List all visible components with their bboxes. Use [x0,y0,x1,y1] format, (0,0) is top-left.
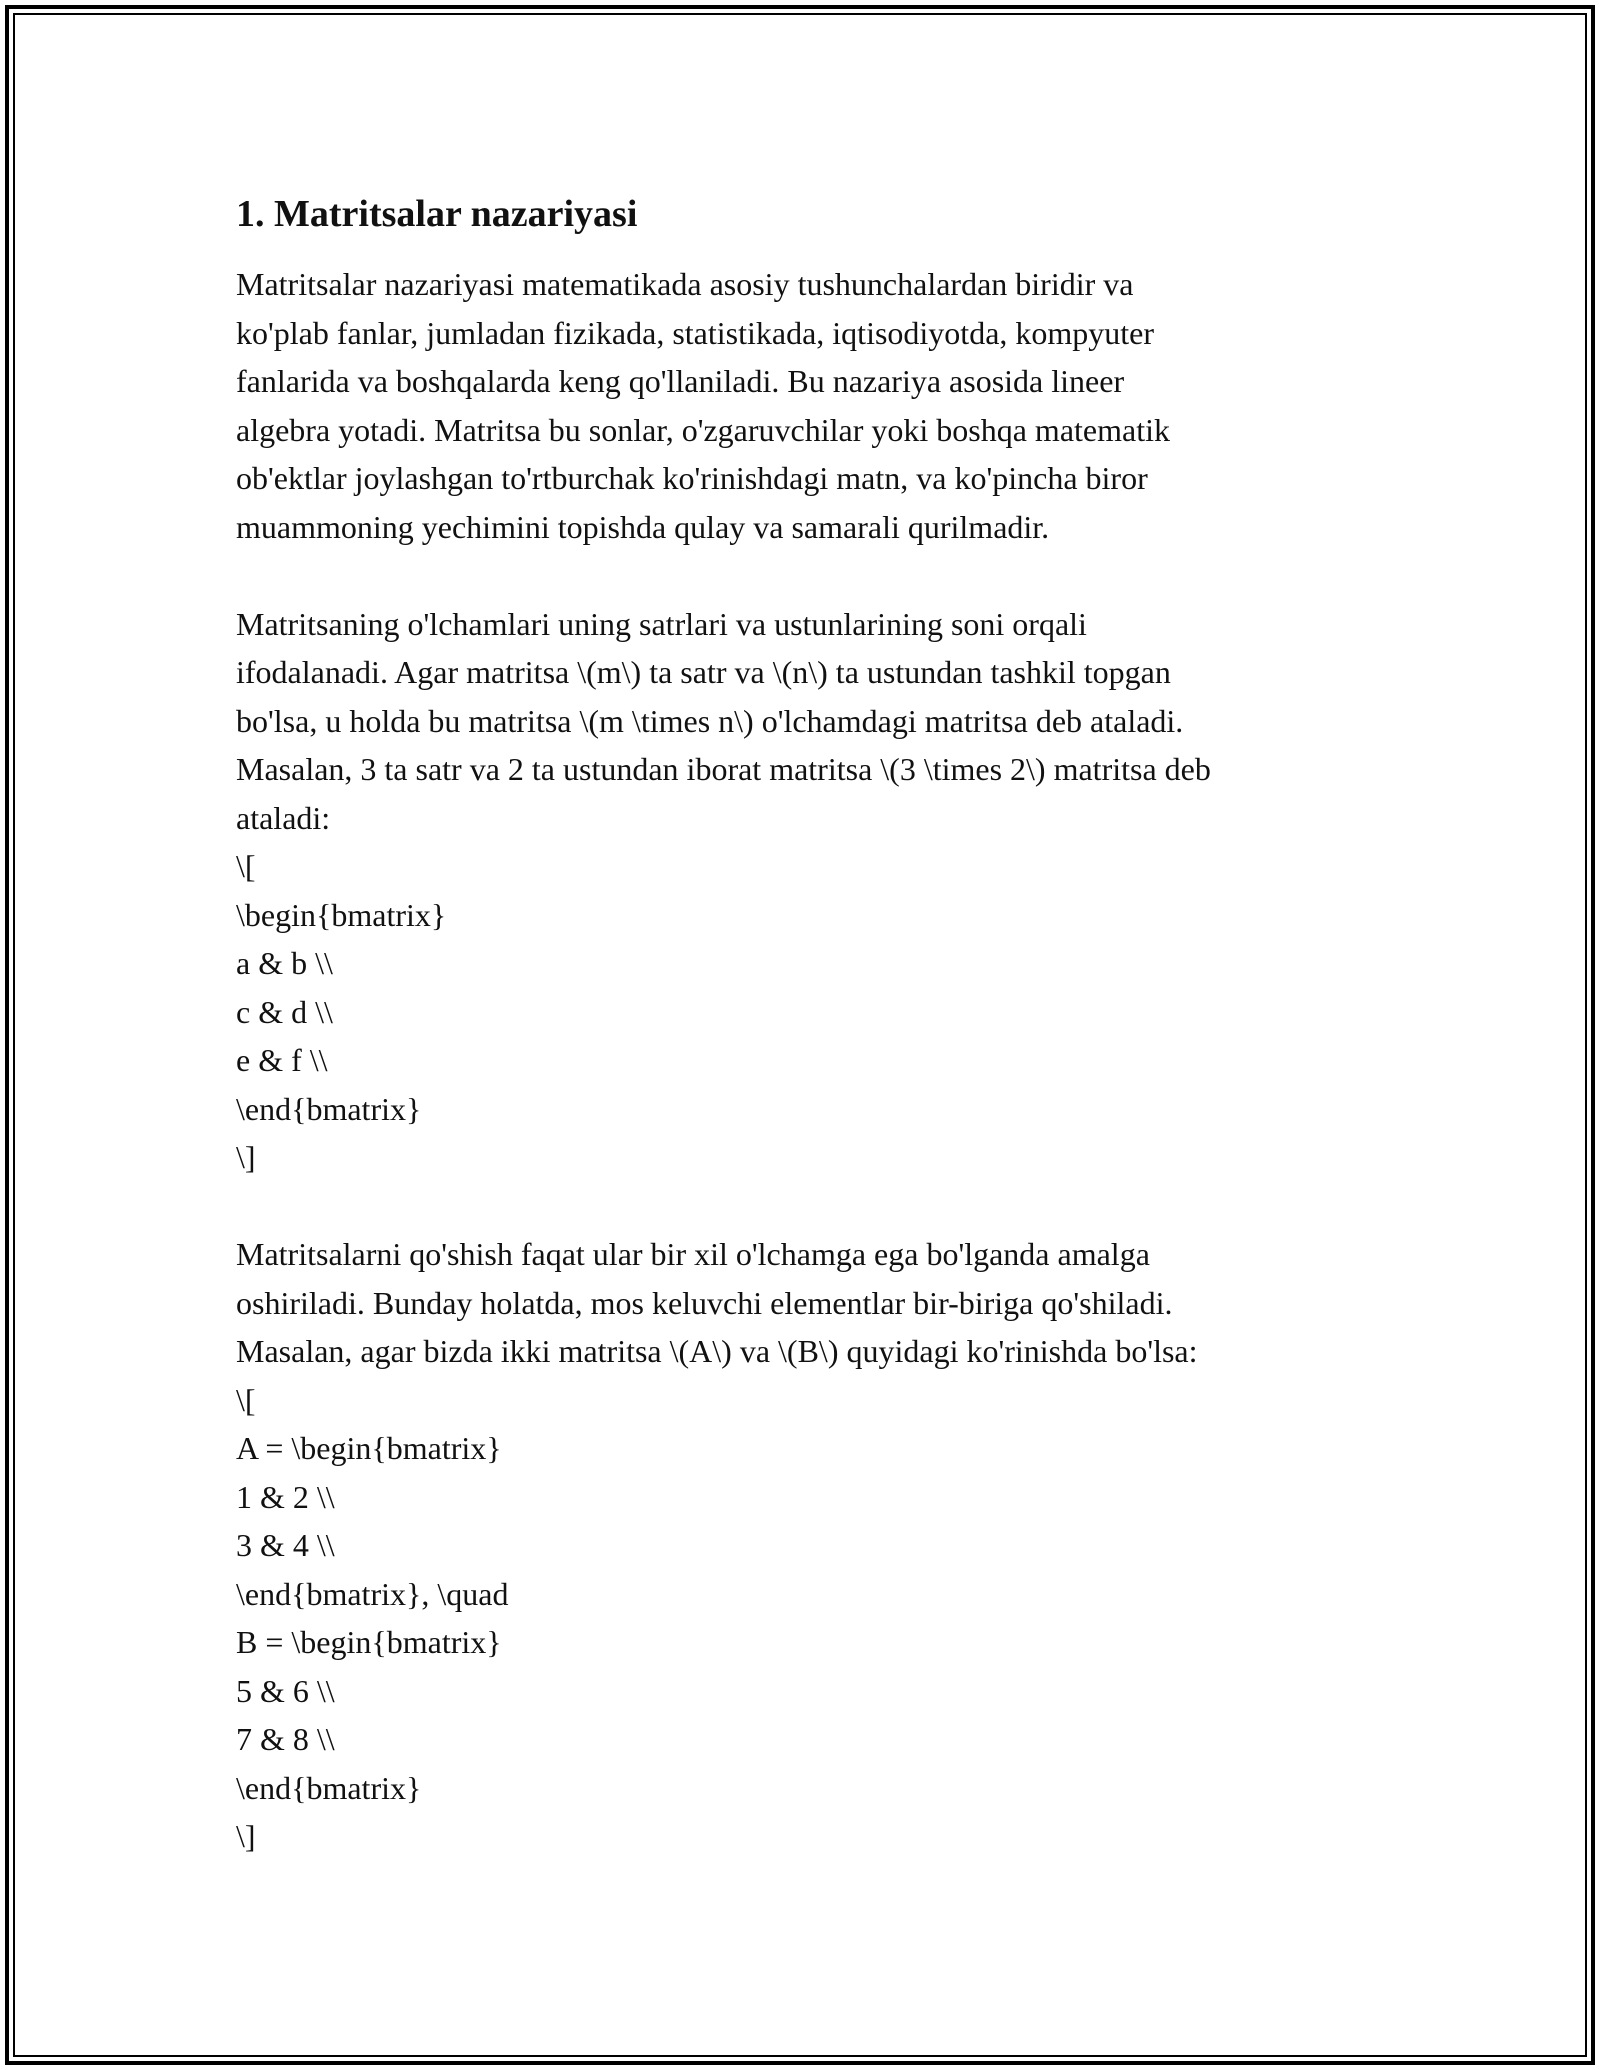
text-line: \[ [236,1381,256,1418]
text-line: Masalan, 3 ta satr va 2 ta ustundan iborat matritsa \(3 \times 2\) matritsa deb [236,751,1211,787]
text-line: A = \begin{bmatrix} [236,1430,502,1466]
text-line: Matritsalar nazariyasi matematikada asosiy tushunchalardan biridir va [236,266,1134,302]
text-line: \[ [236,848,256,884]
text-line: 1 & 2 \\ [236,1478,335,1515]
paragraph [236,260,1366,551]
text-line: B = \begin{bmatrix} [236,1624,502,1660]
text-line: c & d \\ [236,993,333,1030]
text-line: Matritsaning o'lchamlari uning satrlari va ustunlarining soni orqali [236,605,1087,642]
text-line: ataladi: [236,799,331,836]
text-line: ifodalanadi. Agar matritsa \(m\) ta satr va \(n\) ta ustundan tashkil topgan [236,654,1171,690]
text-line: 5 & 6 \\ [236,1672,335,1709]
text-line: fanlarida va boshqalarda keng qo'llaniladi. Bu nazariya asosida lineer [236,363,1125,399]
text-line: \end{bmatrix} [236,1090,422,1127]
text-line: 7 & 8 \\ [236,1721,335,1757]
text-line: \] [236,1818,256,1854]
paragraph [236,1230,1366,1861]
paragraph-spacer [236,1182,1366,1231]
text-line: Matritsalarni qo'shish faqat ular bir xil o'lchamga ega bo'lganda amalga [236,1236,1150,1272]
text-line: oshiriladi. Bunday holatda, mos keluvchi elementlar bir-biriga qo'shiladi. [236,1284,1173,1321]
text-line: \begin{bmatrix} [236,896,447,933]
text-line: bo'lsa, u holda bu matritsa \(m \times n\) o'lchamdagi matritsa deb ataladi. [236,702,1184,739]
text-line: e & f \\ [236,1042,328,1078]
text-line: ob'ektlar joylashgan to'rtburchak ko'rinishdagi matn, va ko'pincha biror [236,460,1148,496]
text-line: muammoning yechimini topishda qulay va samarali qurilmadir. [236,508,1050,545]
text-line: algebra yotadi. Matritsa bu sonlar, o'zgaruvchilar yoki boshqa matematik [236,411,1170,448]
section-title: 1. Matritsalar nazariyasi [236,193,638,235]
text-line: \end{bmatrix}, \quad [236,1575,509,1612]
text-line: ko'plab fanlar, jumladan fizikada, statistikada, iqtisodiyotda, kompyuter [236,314,1155,351]
text-line: \end{bmatrix} [236,1769,422,1806]
text-line: \] [236,1139,256,1175]
paragraph [236,600,1366,1182]
text-line: 3 & 4 \\ [236,1527,335,1563]
text-line: a & b \\ [236,945,333,981]
paragraph-spacer [236,551,1366,600]
document-body [236,190,1366,1861]
text-line: Masalan, agar bizda ikki matritsa \(A\) va \(B\) quyidagi ko'rinishda bo'lsa: [236,1333,1198,1369]
paragraphs-container [236,260,1366,1861]
